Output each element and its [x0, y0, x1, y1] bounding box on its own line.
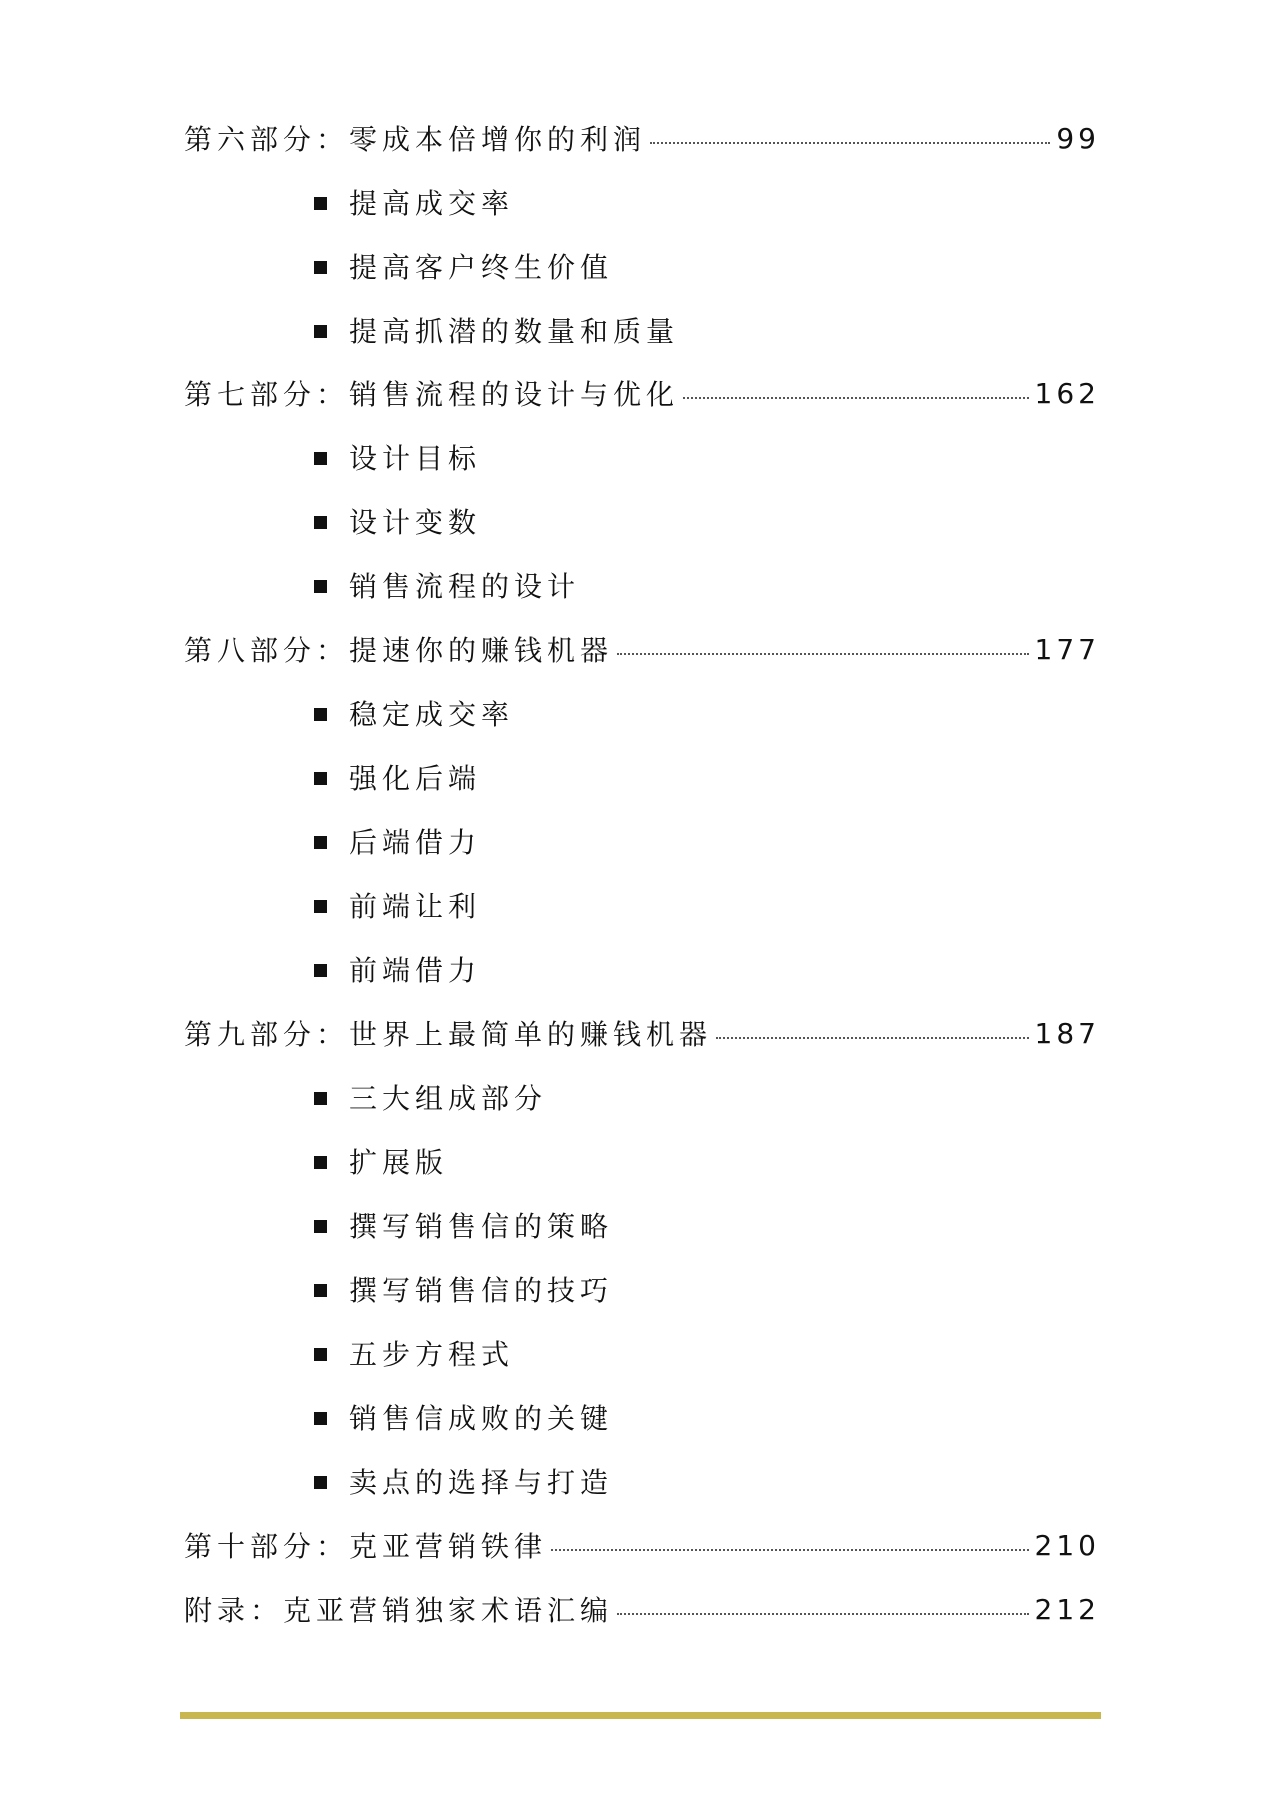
chapter-title: 第六部分：零成本倍增你的利润 [184, 123, 647, 156]
toc-item-label: 提高成交率 [349, 187, 515, 220]
chapter-title: 第七部分：销售流程的设计与优化 [184, 378, 680, 411]
square-bullet-icon [314, 261, 327, 274]
square-bullet-icon [314, 1220, 327, 1233]
square-bullet-icon [314, 1284, 327, 1297]
square-bullet-icon [314, 772, 327, 785]
toc-item-label: 销售流程的设计 [349, 570, 581, 603]
toc-chapter-9[interactable] [184, 1011, 1100, 1055]
dot-leader [617, 653, 1029, 655]
toc-chapter-6[interactable] [184, 116, 1100, 160]
square-bullet-icon [314, 964, 327, 977]
toc-item[interactable] [314, 947, 481, 991]
square-bullet-icon [314, 708, 327, 721]
toc-item[interactable] [314, 1267, 613, 1311]
dot-leader [650, 142, 1050, 144]
toc-item[interactable] [314, 435, 481, 479]
toc-item[interactable] [314, 563, 580, 607]
dot-leader [617, 1613, 1029, 1615]
chapter-page-number: 187 [1034, 1016, 1100, 1050]
square-bullet-icon [314, 900, 327, 913]
toc-item-label: 后端借力 [349, 826, 482, 859]
square-bullet-icon [314, 197, 327, 210]
toc-item[interactable] [314, 755, 481, 799]
toc-item[interactable] [314, 1459, 613, 1503]
toc-item-label: 撰写销售信的技巧 [349, 1274, 614, 1307]
chapter-page-number: 177 [1034, 632, 1100, 666]
square-bullet-icon [314, 1348, 327, 1361]
chapter-page-number: 162 [1034, 376, 1100, 410]
square-bullet-icon [314, 1156, 327, 1169]
toc-item-label: 提高客户终生价值 [349, 251, 614, 284]
chapter-title: 第八部分：提速你的赚钱机器 [184, 634, 614, 667]
toc-chapter-10[interactable] [184, 1523, 1100, 1567]
dot-leader [716, 1037, 1029, 1039]
toc-item-label: 扩展版 [349, 1146, 449, 1179]
square-bullet-icon [314, 516, 327, 529]
toc-item-label: 前端借力 [349, 954, 482, 987]
toc-item[interactable] [314, 691, 514, 735]
toc-item[interactable] [314, 180, 514, 224]
toc-chapter-8[interactable] [184, 627, 1100, 671]
toc-item-label: 前端让利 [349, 890, 482, 923]
toc-item[interactable] [314, 499, 481, 543]
toc-item[interactable] [314, 1395, 613, 1439]
toc-item[interactable] [314, 244, 613, 288]
toc-item-label: 卖点的选择与打造 [349, 1466, 614, 1499]
dot-leader [683, 397, 1029, 399]
toc-item-label: 设计变数 [349, 506, 482, 539]
square-bullet-icon [314, 452, 327, 465]
chapter-page-number: 99 [1056, 121, 1100, 155]
toc-item[interactable] [314, 819, 481, 863]
toc-item[interactable] [314, 308, 679, 352]
toc-item[interactable] [314, 1203, 613, 1247]
footer-rule [180, 1712, 1101, 1719]
square-bullet-icon [314, 1092, 327, 1105]
toc-appendix[interactable] [184, 1587, 1100, 1631]
toc-item-label: 稳定成交率 [349, 698, 515, 731]
toc-item-label: 三大组成部分 [349, 1082, 548, 1115]
square-bullet-icon [314, 836, 327, 849]
toc-item-label: 设计目标 [349, 442, 482, 475]
toc-item[interactable] [314, 1075, 547, 1119]
toc-item-label: 强化后端 [349, 762, 482, 795]
square-bullet-icon [314, 1476, 327, 1489]
chapter-page-number: 212 [1034, 1592, 1100, 1626]
toc-chapter-7[interactable] [184, 371, 1100, 415]
chapter-title: 第十部分：克亚营销铁律 [184, 1530, 548, 1563]
toc-item-label: 五步方程式 [349, 1338, 515, 1371]
chapter-title: 第九部分：世界上最简单的赚钱机器 [184, 1018, 713, 1051]
toc-item[interactable] [314, 883, 481, 927]
chapter-page-number: 210 [1034, 1528, 1100, 1562]
chapter-title: 附录：克亚营销独家术语汇编 [184, 1594, 614, 1627]
toc-item[interactable] [314, 1139, 448, 1183]
square-bullet-icon [314, 325, 327, 338]
square-bullet-icon [314, 580, 327, 593]
toc-item-label: 提高抓潜的数量和质量 [349, 315, 680, 348]
square-bullet-icon [314, 1412, 327, 1425]
toc-item[interactable] [314, 1331, 514, 1375]
toc-item-label: 销售信成败的关键 [349, 1402, 614, 1435]
dot-leader [551, 1549, 1029, 1551]
toc-item-label: 撰写销售信的策略 [349, 1210, 614, 1243]
